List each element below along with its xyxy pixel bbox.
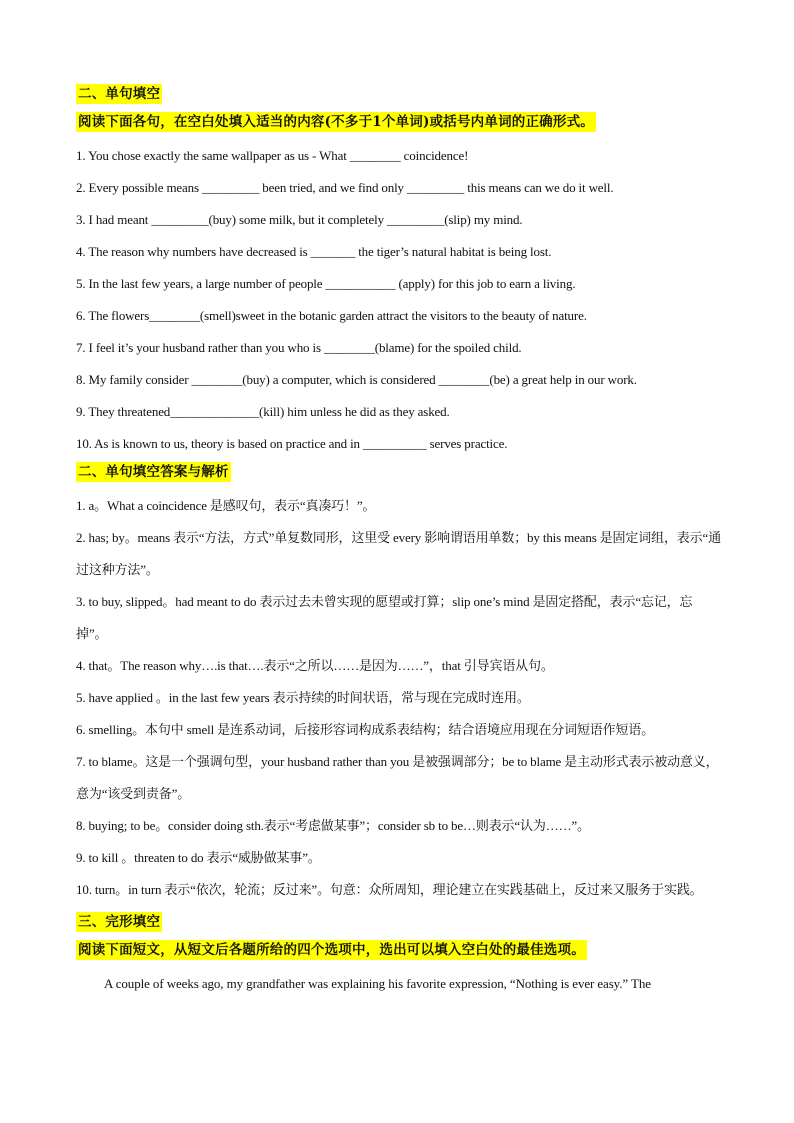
section-instruction-cloze	[76, 940, 722, 960]
answer-item: 1. a。What a coincidence 是感叹句，表示“真凑巧！”。	[76, 498, 376, 513]
section-title: 三、完形填空	[78, 914, 161, 930]
question-item: 10. As is known to us, theory is based on practice and in __________ serves practice.	[76, 436, 508, 451]
question-item: 1. You chose exactly the same wallpaper as us - What ________ coincidence!	[76, 148, 469, 163]
section-title: 二、单句填空	[78, 86, 161, 102]
question-item: 2. Every possible means _________ been tried, and we find only _________ this means can we do it well.	[76, 180, 614, 195]
answer-item: 8. buying; to be。consider doing sth.表示“考虑做某事”；consider sb to be…则表示“认为……”。	[76, 818, 590, 833]
answer-item: 7. to blame。这是一个强调句型，your husband rather than you 是被强调部分；be to blame 是主动形式表示被动意义，意为“该受到责备”。	[76, 754, 719, 801]
question-item: 9. They threatened______________(kill) him unless he did as they asked.	[76, 404, 450, 419]
section-heading-cloze	[76, 912, 722, 932]
answer-item: 4. that。The reason why….is that….表示“之所以……是因为……”，that 引导宾语从句。	[76, 658, 554, 673]
answer-item: 3. to buy, slipped。had meant to do 表示过去未曾实现的愿望或打算；slip one’s mind 是固定搭配，表示“忘记，忘掉”。	[76, 594, 693, 641]
section-title: 二、单句填空答案与解析	[78, 464, 229, 480]
document-page	[76, 84, 722, 1000]
section-instruction-sentence-fill	[76, 112, 722, 132]
instruction-text: 阅读下面各句，在空白处填入适当的内容(不多于1个单词)或括号内单词的正确形式。	[78, 114, 594, 130]
answer-item: 9. to kill 。threaten to do 表示“威胁做某事”。	[76, 850, 321, 865]
question-item: 8. My family consider ________(buy) a computer, which is considered ________(be) a great help in our work.	[76, 372, 637, 387]
answer-item: 2. has; by。means 表示“方法，方式”单复数同形，这里受 every 影响谓语用单数；by this means 是固定词组，表示“通过这种方法”。	[76, 530, 721, 577]
answer-item: 5. have applied 。in the last few years 表示持续的时间状语，常与现在完成时连用。	[76, 690, 530, 705]
answer-item: 6. smelling。本句中 smell 是连系动词，后接形容词构成系表结构；结合语境应用现在分词短语作短语。	[76, 722, 655, 737]
answer-item: 10. turn。in turn 表示“依次，轮流；反过来”。句意：众所周知，理论建立在实践基础上，反过来又服务于实践。	[76, 882, 703, 897]
question-list	[76, 140, 722, 460]
question-item: 3. I had meant _________(buy) some milk, but it completely _________(slip) my mind.	[76, 212, 523, 227]
instruction-text: 阅读下面短文，从短文后各题所给的四个选项中，选出可以填入空白处的最佳选项。	[78, 942, 585, 958]
question-item: 7. I feel it’s your husband rather than you who is ________(blame) for the spoiled child.	[76, 340, 522, 355]
cloze-passage: A couple of weeks ago, my grandfather was explaining his favorite expression, “Nothing is ever easy.” The	[104, 976, 651, 991]
question-item: 6. The flowers________(smell)sweet in the botanic garden attract the visitors to the beauty of nature.	[76, 308, 587, 323]
question-item: 4. The reason why numbers have decreased is _______ the tiger’s natural habitat is being lost.	[76, 244, 552, 259]
answer-list	[76, 490, 722, 906]
section-heading-sentence-fill	[76, 84, 722, 104]
question-item: 5. In the last few years, a large number of people ___________ (apply) for this job to earn a living.	[76, 276, 576, 291]
section-heading-answers	[76, 462, 722, 482]
